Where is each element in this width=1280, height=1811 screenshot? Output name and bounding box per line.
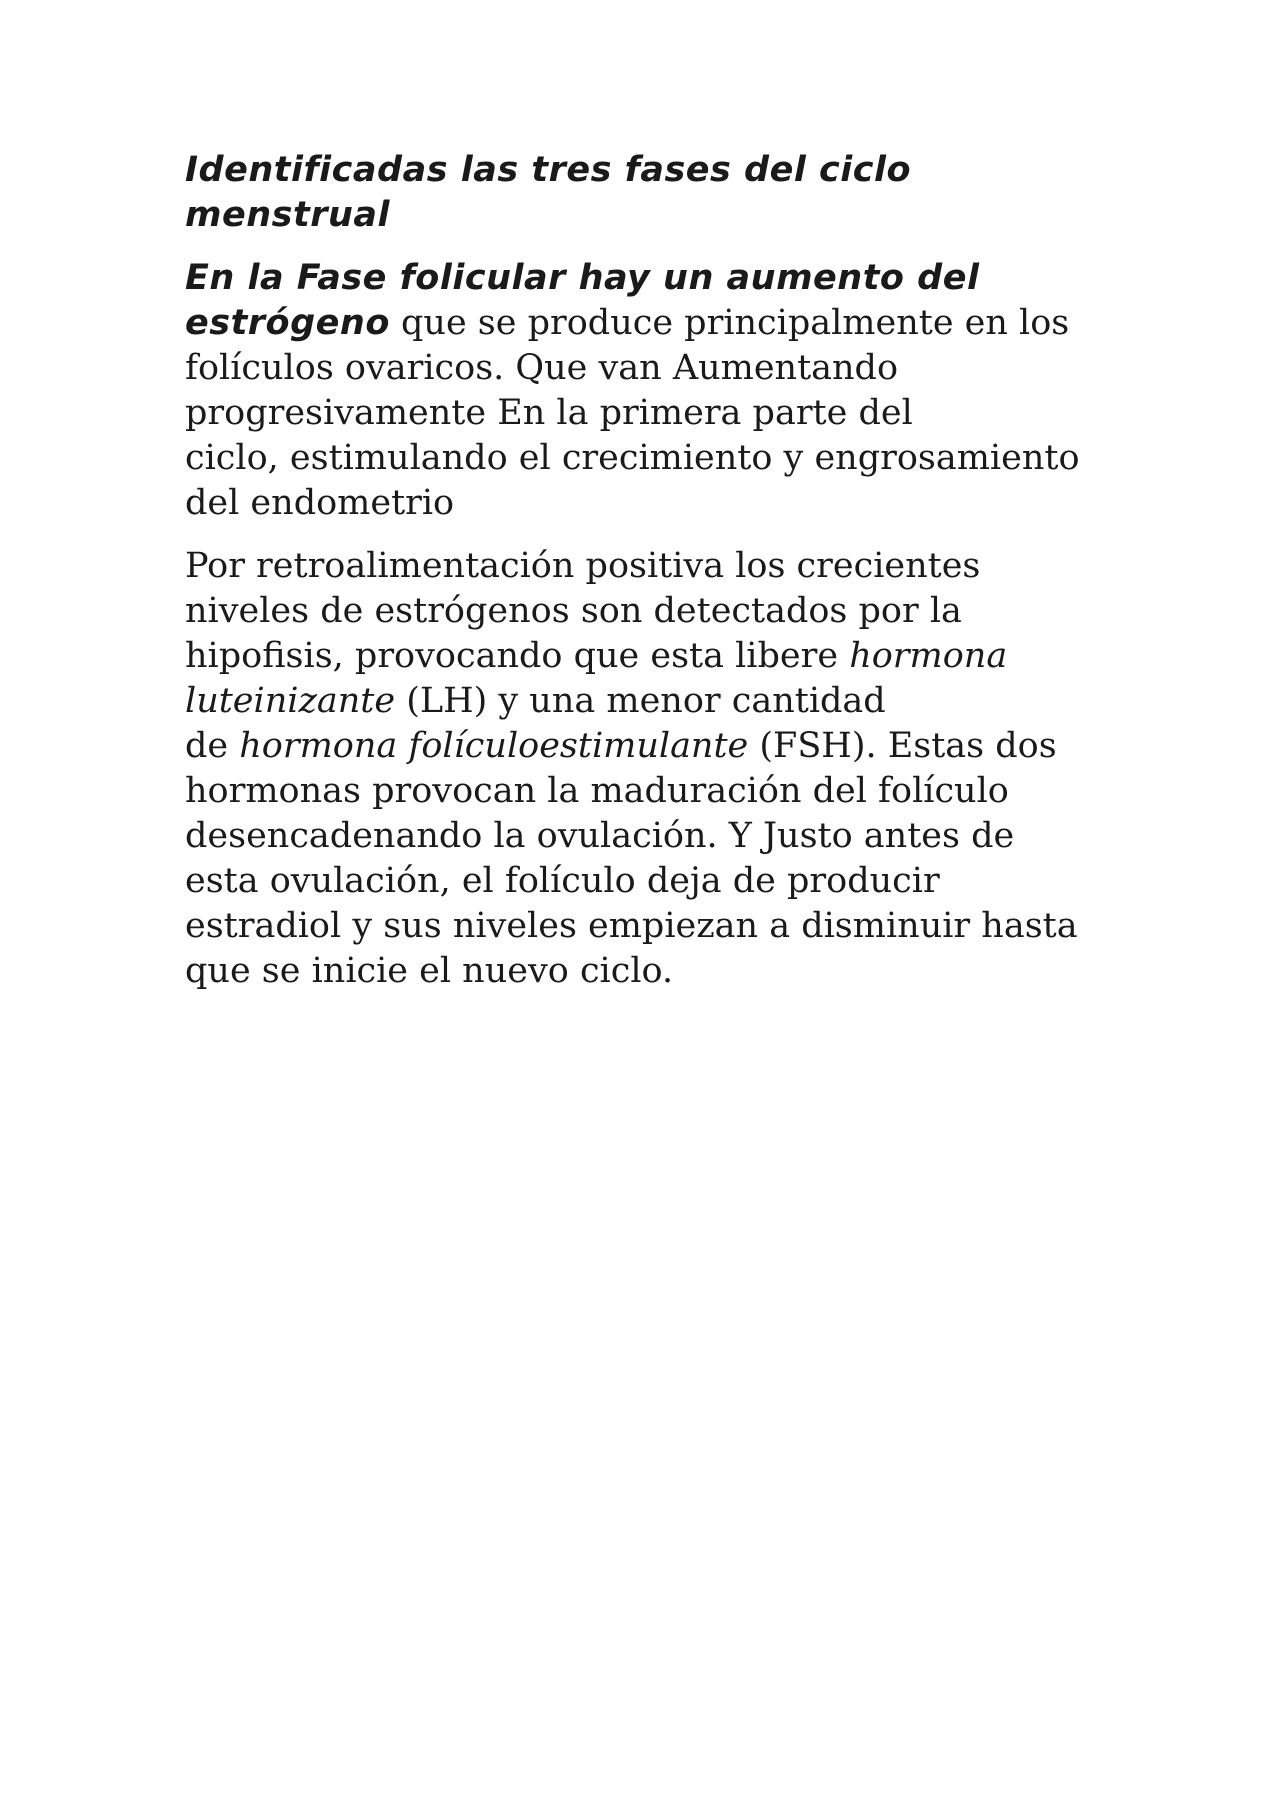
- paragraph-text: (FSH). Estas dos: [748, 726, 1057, 766]
- paragraph-text: ciclo, estimulando el crecimiento y engrosamiento: [185, 438, 1080, 478]
- emphasis-text: luteinizante: [185, 681, 396, 721]
- paragraph-text: Por retroalimentación positiva los crecientes: [185, 546, 981, 586]
- paragraph-lead: En la Fase folicular hay un aumento del: [185, 258, 980, 298]
- paragraph-text: que se produce principalmente en los: [389, 303, 1070, 343]
- paragraph-text: desencadenando la ovulación. Y Justo antes de: [185, 816, 1015, 856]
- paragraph-text: hipofisis, provocando que esta libere: [185, 636, 850, 676]
- paragraph-text: esta ovulación, el folículo deja de producir: [185, 861, 940, 901]
- paragraph-text: del endometrio: [185, 483, 455, 523]
- paragraph-text: folículos ovaricos. Que van Aumentando: [185, 348, 899, 388]
- paragraph-positive-feedback: [185, 544, 1105, 994]
- heading-line: Identificadas las tres fases del ciclo: [185, 150, 912, 190]
- heading-line: menstrual: [185, 195, 390, 235]
- paragraph-text: estradiol y sus niveles empiezan a disminuir hasta: [185, 906, 1078, 946]
- paragraph-text: progresivamente En la primera parte del: [185, 393, 913, 433]
- paragraph-text: hormonas provocan la maduración del folículo: [185, 771, 1009, 811]
- paragraph-text: que se inicie el nuevo ciclo.: [185, 951, 674, 991]
- paragraph-text: niveles de estrógenos son detectados por la: [185, 591, 962, 631]
- emphasis-text: hormona folículoestimulante: [239, 726, 749, 766]
- paragraph-text: (LH) y una menor cantidad: [395, 681, 886, 721]
- emphasis-text: hormona: [849, 636, 1008, 676]
- paragraph-follicular-phase: [185, 256, 1105, 526]
- document-heading: [185, 148, 1105, 238]
- paragraph-text: de: [185, 726, 240, 766]
- paragraph-lead: estrógeno: [185, 303, 390, 343]
- document-page: [185, 148, 1105, 1012]
